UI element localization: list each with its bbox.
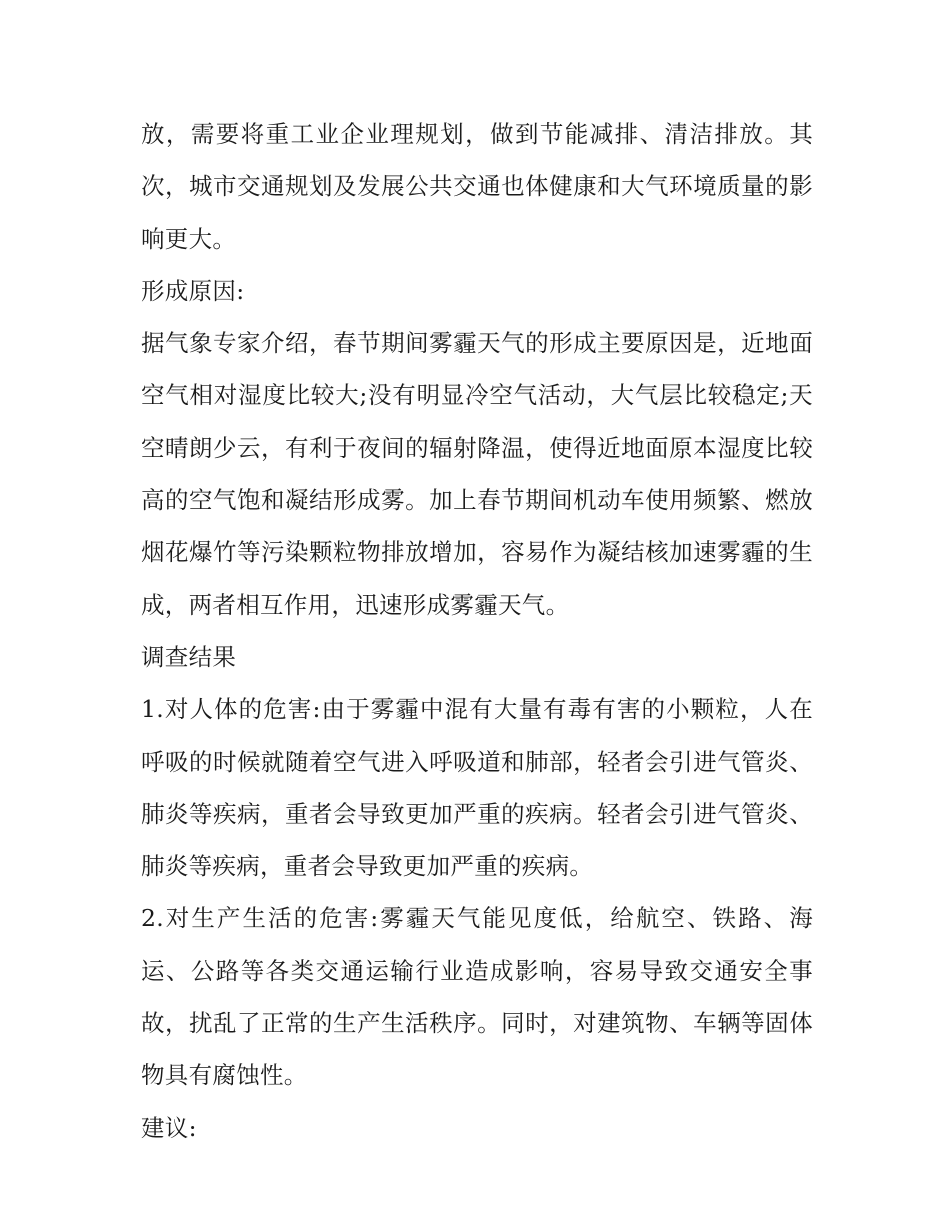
paragraph-causes: 据气象专家介绍，春节期间雾霾天气的形成主要原因是，近地面空气相对湿度比较大;没有明显冷空气活动，大气层比较稳定;天空晴朗少云，有利于夜间的辐射降温，使得近地面原本湿度比较高的空气饱和凝结形成雾。加上春节期间机动车使用频繁、燃放烟花爆竹等污染颗粒物排放增加，容易作为凝结核加速雾霾的生成，两者相互作用，迅速形成雾霾天气。 [141, 329, 813, 619]
heading-survey-results: 调查结果 [141, 642, 237, 671]
paragraph-health-harm: 1.对人体的危害:由于雾霾中混有大量有毒有害的小颗粒，人在呼吸的时候就随着空气进入呼吸道和肺部，轻者会引进气管炎、肺炎等疾病，重者会导致更加严重的疾病。轻者会引进气管炎、肺炎等疾病，重者会导致更加严重的疾病。 [141, 695, 813, 881]
heading-causes: 形成原因: [141, 276, 245, 305]
heading-suggestions: 建议: [141, 1113, 197, 1142]
paragraph-intro-continuation: 放，需要将重工业企业理规划，做到节能减排、清洁排放。其次，城市交通规划及发展公共交通也体健康和大气环境质量的影响更大。 [141, 120, 813, 253]
document-body [141, 108, 813, 1154]
paragraph-life-harm: 2.对生产生活的危害:雾霾天气能见度低，给航空、铁路、海运、公路等各类交通运输行业造成影响，容易导致交通安全事故，扰乱了正常的生产生活秩序。同时，对建筑物、车辆等固体物具有腐蚀性。 [141, 904, 813, 1090]
